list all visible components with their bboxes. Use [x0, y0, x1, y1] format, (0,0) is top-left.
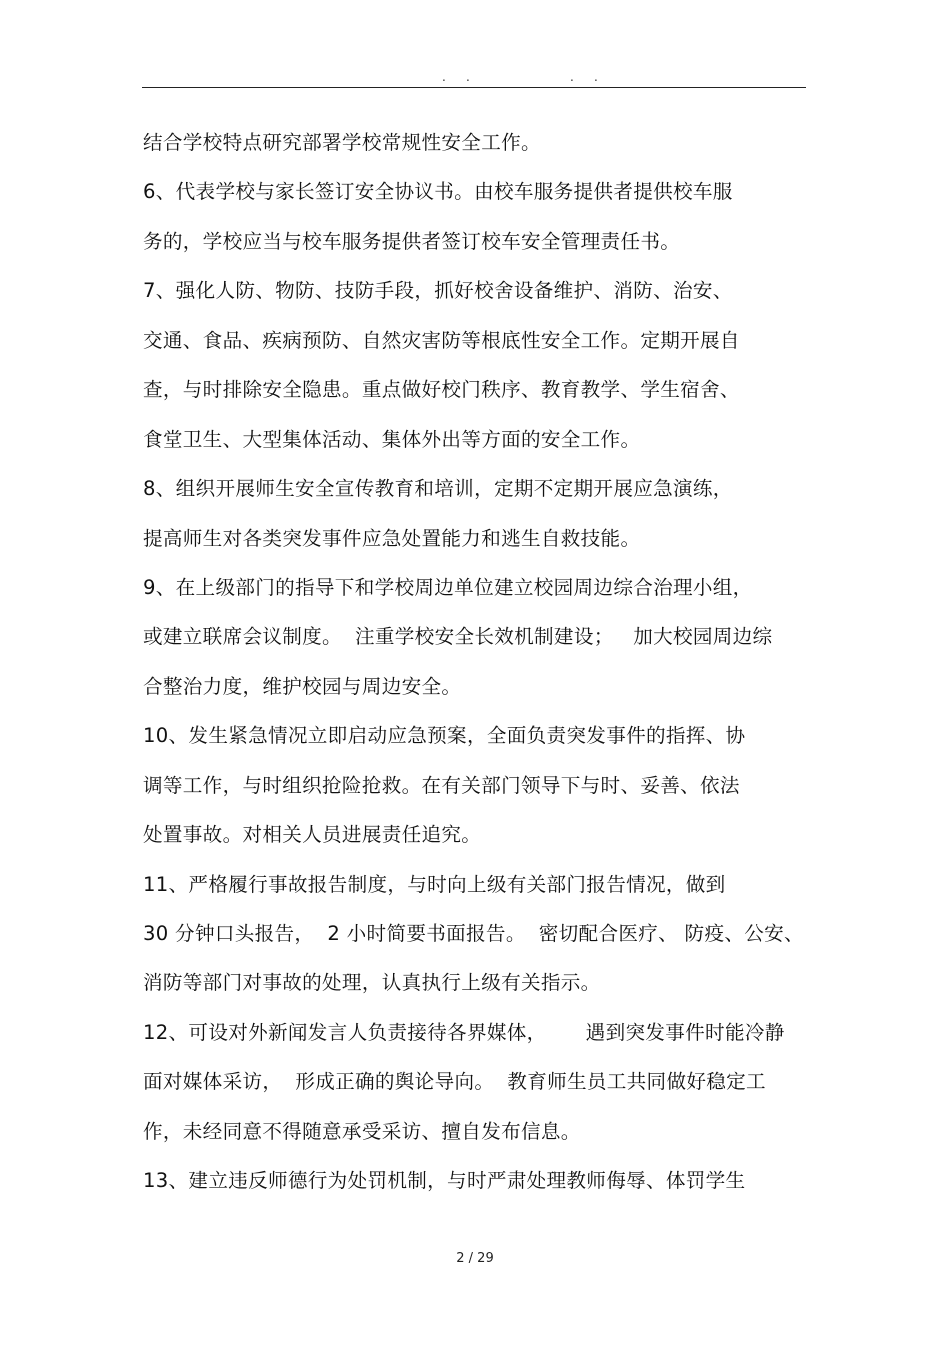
text-line: 7、强化人防、物防、技防手段，抓好校舍设备维护、消防、治安、	[143, 279, 733, 303]
text-line: 面对媒体采访， 形成正确的舆论导向。 教育师生员工共同做好稳定工	[143, 1070, 766, 1094]
text-line: 10、发生紧急情况立即启动应急预案，全面负责突发事件的指挥、协	[143, 724, 746, 748]
text-line: 结合学校特点研究部署学校常规性安全工作。	[143, 131, 541, 154]
header-dot: .	[466, 70, 470, 84]
page-number: 2 / 29	[456, 1251, 494, 1266]
text-line: 处置事故。对相关人员进展责任追究。	[143, 823, 482, 847]
text-line: 12、可设对外新闻发言人负责接待各界媒体， 遇到突发事件时能冷静	[143, 1020, 785, 1044]
document-body	[143, 118, 813, 1206]
text-line: 6、代表学校与家长签订安全协议书。由校车服务提供者提供校车服	[143, 180, 733, 204]
text-line: 30 分钟口头报告， 2 小时简要书面报告。 密切配合医疗、 防疫、公安、	[143, 922, 804, 945]
text-line: 查，与时排除安全隐患。重点做好校门秩序、教育教学、学生宿舍、	[143, 378, 740, 402]
header-dot: .	[442, 70, 446, 84]
text-line: 作，未经同意不得随意承受采访、擅自发布信息。	[143, 1119, 581, 1143]
header-dot: .	[594, 70, 598, 84]
text-line: 8、组织开展师生安全宣传教育和培训，定期不定期开展应急演练，	[143, 477, 733, 501]
text-line: 合整治力度，维护校园与周边安全。	[143, 674, 462, 698]
text-line: 消防等部门对事故的处理，认真执行上级有关指示。	[143, 971, 601, 995]
text-line: 9、在上级部门的指导下和学校周边单位建立校园周边综合治理小组，	[143, 575, 753, 599]
header-divider	[142, 87, 806, 88]
text-line: 提高师生对各类突发事件应急处置能力和逃生自救技能。	[143, 526, 641, 550]
running-header	[0, 70, 950, 86]
text-line: 13、建立违反师德行为处罚机制，与时严肃处理教师侮辱、体罚学生	[143, 1169, 746, 1193]
text-line: 或建立联席会议制度。 注重学校安全长效机制建设； 加大校园周边综	[143, 625, 773, 649]
text-line: 调等工作，与时组织抢险抢救。在有关部门领导下与时、妥善、依法	[143, 773, 740, 797]
text-line: 交通、食品、疾病预防、自然灾害防等根底性安全工作。定期开展自	[143, 328, 740, 352]
text-line: 11、严格履行事故报告制度，与时向上级有关部门报告情况，做到	[143, 872, 726, 896]
text-line: 务的，学校应当与校车服务提供者签订校车安全管理责任书。	[143, 229, 681, 253]
header-dot: .	[570, 70, 574, 84]
text-line: 食堂卫生、大型集体活动、集体外出等方面的安全工作。	[143, 427, 641, 451]
